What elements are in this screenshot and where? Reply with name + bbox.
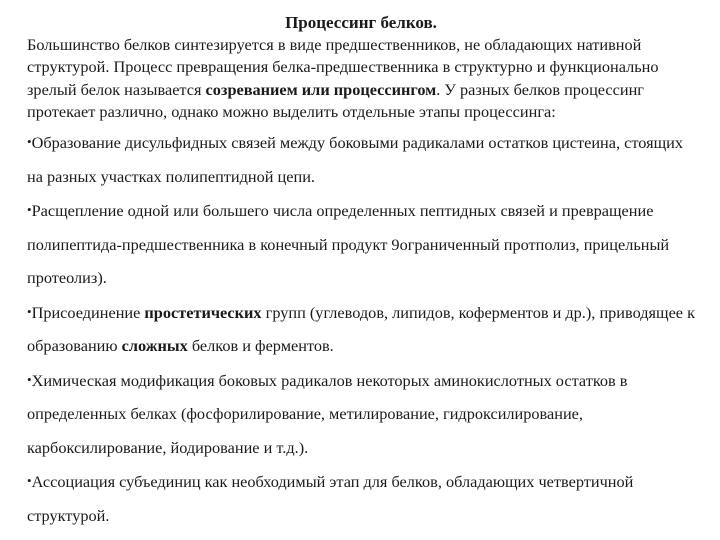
processing-stages-list <box>27 125 695 532</box>
intro-text-part-1: Большинство белков синтезируется в виде предшественников, не обладающих нативной структурой. Процесс превращения белка-предшественника в структурно и функционально зрелый белок называется <box>27 35 659 99</box>
list-item-text: Химическая модификация боковых радикалов некоторых аминокислотных остатков в определенных белках (фосфорилирование, метилирование, гидроксилирование, карбоксилирование, йодирование и т.д.). <box>27 370 628 457</box>
bullet-icon: • <box>27 303 32 319</box>
list-item-text: Образование дисульфидных связей между боковыми радикалами остатков цистеина, стоящих на разных участках полипептидной цепи. <box>27 133 683 186</box>
intro-paragraph <box>27 34 695 123</box>
intro-text-part-2: . У разных белков процессинг протекает различно, однако можно выделить отдельные этапы процессинга: <box>27 79 644 121</box>
bullet-icon: • <box>27 202 32 218</box>
list-item <box>27 363 695 465</box>
list-item-text-c: белков и ферментов. <box>187 336 334 356</box>
bullet-icon: • <box>27 134 32 150</box>
intro-bold-term: созреванием или процессингом <box>205 79 437 99</box>
document-page <box>27 12 695 532</box>
list-item <box>27 125 695 193</box>
list-item-bold-a: простетических <box>144 302 262 322</box>
bullet-icon: • <box>27 473 32 489</box>
list-item <box>27 193 695 295</box>
list-item-text-b: групп (углеводов, липидов, коферментов и др.), приводящее к образованию <box>27 302 696 356</box>
list-item <box>27 295 695 363</box>
document-title: Процессинг белков. <box>285 13 437 32</box>
list-item-text: Ассоциация субъединиц как необходимый этап для белков, обладающих четвертичной структурой. <box>27 472 634 525</box>
bullet-icon: • <box>27 371 32 387</box>
list-item-text-a: Присоединение <box>31 302 145 322</box>
list-item <box>27 464 695 532</box>
list-item-text: Расщепление одной или большего числа определенных пептидных связей и превращение полипептида-предшественника в конечный продукт 9ограниченный протполиз, прицельный протеолиз). <box>27 201 670 288</box>
list-item-bold-b: сложных <box>121 336 188 356</box>
